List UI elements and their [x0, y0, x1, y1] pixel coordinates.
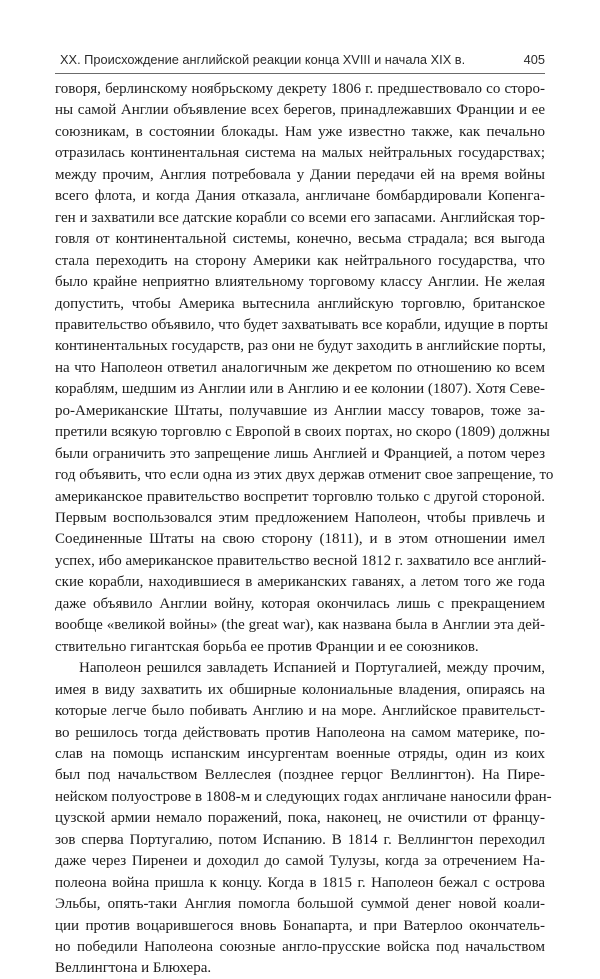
text-line: допустить, чтобы Америка вытеснила английскую торговлю, британское [55, 295, 545, 312]
text-line: ны самой Англии объявление всех берегов, принадлежавших Франции и ее [55, 102, 545, 119]
text-line: континентальных государств, раз они не будут заходить в английские порты, [55, 338, 546, 355]
text-line: Первым воспользовался этим предложением Наполеон, чтобы привлечь и [55, 510, 545, 526]
text-line: Соединенные Штаты на свою сторону (1811), и в этом отношении имел [55, 531, 545, 548]
text-line: во решилось тогда действовать против Наполеона на самом материке, по- [55, 724, 545, 741]
text-line: между прочим, Англия потребовала у Дании передачи ей на время войны [55, 166, 545, 183]
text-line: ген и захватили все датские корабли со всеми его запасами. Английская тор- [55, 209, 545, 226]
text-line: отразилась континентальная система на малых нейтральных государствах; [55, 145, 545, 162]
text-line: претили всякую торговлю с Европой в своих портах, но скоро (1809) должны [55, 424, 550, 441]
text-line: слав на помощь испанским инсургентам военные отряды, один из коих [55, 745, 545, 762]
text-line: даже через Пиренеи и доходил до самой Тулузы, когда за отречением На- [55, 853, 545, 870]
text-line: цузской армии немало поражений, пока, наконец, не очистили от францу- [55, 810, 545, 827]
text-line: кораблям, шедшим из Англии или в Англию и ее колонии (1807). Хотя Севе- [55, 381, 546, 398]
text-line: имея в виду захватить их обширные колониальные владения, опираясь на [55, 681, 545, 698]
text-line: даже объявило Англии войну, которая окончилась лишь с прекращением [55, 595, 545, 612]
text-line: американское правительство воспретит торговлю только с другой стороной. [55, 488, 545, 505]
text-line: ции против воцарившегося вновь Бонапарта, и при Ватерлоо окончатель- [55, 917, 545, 934]
text-line: ские корабли, находившиеся в американских гаванях, а летом того же года [55, 574, 545, 591]
page-number: 405 [523, 52, 545, 67]
text-line: говоря, берлинскому ноябрьскому декрету 1806 г. предшествовало со сторо- [55, 81, 545, 97]
text-line: вообще «великой войны» (the great war), как названа была в Англии эта дей- [55, 617, 545, 634]
text-line: было крайне неприятно влиятельному торговому классу Англии. Не желая [55, 274, 545, 291]
text-line: успех, ибо американское правительство весной 1812 г. захватило все англий- [55, 552, 547, 569]
running-header-title: XX. Происхождение английской реакции конца XVIII и начала XIX в. [60, 52, 466, 67]
text-line: всего флота, и когда Дания отказала, англичане бомбардировали Копенга- [55, 188, 545, 205]
header-rule [55, 73, 545, 74]
running-header [60, 52, 545, 70]
text-line: зов сперва Португалию, потом Испанию. В 1814 г. Веллингтон переходил [55, 831, 545, 848]
text-line: ро-Американские Штаты, получавшие из Англии массу товаров, тоже за- [55, 402, 545, 419]
text-line: полеона война пришла к концу. Когда в 1815 г. Наполеон бежал с острова [55, 874, 545, 891]
text-line: союзникам, в состоянии блокады. Нам уже известно также, как печально [55, 123, 545, 140]
text-line: Эльбы, опять-таки Англия помогла большой суммой денег новой коали- [55, 896, 545, 913]
text-line: правительство объявило, что будет захватывать все корабли, идущие в порты [55, 316, 548, 333]
text-line: год объявить, что если одна из этих двух держав отменит свое запрещение, то [55, 467, 554, 484]
text-line: стала переходить на сторону Америки как нейтрального государства, что [55, 252, 545, 269]
text-line: нейском полуострове в 1808-м и следующих годах англичане наносили фран- [55, 788, 552, 805]
text-line: Веллингтона и Блюхера. [55, 960, 212, 977]
text-line: но победили Наполеона союзные англо-прусские войска под начальством [55, 939, 545, 955]
text-line: которые легче было побивать Англию и на море. Английское правительст- [55, 703, 545, 720]
text-line: ствительно гигантская борьба ее против Франции и ее союзников. [55, 638, 479, 655]
text-line: был под начальством Веллеслея (позднее герцог Веллингтон). На Пире- [55, 767, 545, 784]
text-line: говля от континентальной системы, конечно, весьма страдала; вся выгода [55, 231, 545, 248]
text-line: были ограничить это запрещение лишь Англией и Францией, а потом через [55, 445, 545, 462]
text-line: Наполеон решился завладеть Испанией и Португалией, между прочим, [79, 660, 545, 677]
text-line: на что Наполеон ответил аналогичным же декретом по отношению ко всем [55, 359, 545, 376]
